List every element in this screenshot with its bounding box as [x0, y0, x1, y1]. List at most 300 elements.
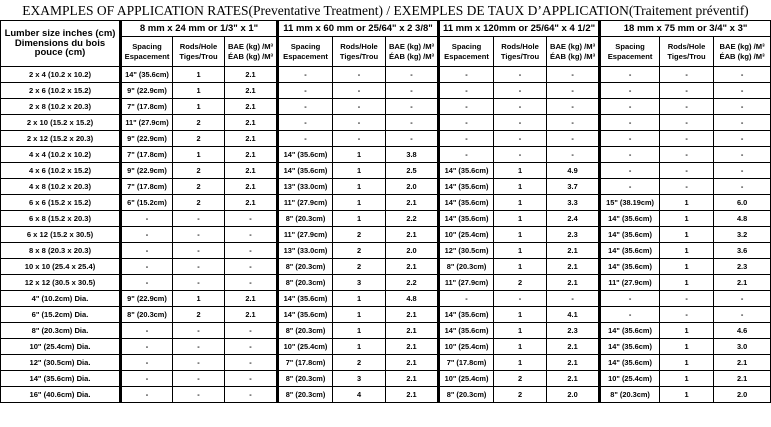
document-title: EXAMPLES OF APPLICATION RATES(Preventative Treatment) / EXEMPLES DE TAUX D’APPLICATION(Traitement préventif) [22, 3, 749, 18]
bae-cell: 2.1 [386, 307, 439, 323]
rods-cell: - [333, 115, 386, 131]
table-row [1, 387, 771, 403]
bae-cell: 2.5 [386, 163, 439, 179]
lumber-size-cell: 8 x 8 (20.3 x 20.3) [1, 243, 121, 259]
lumber-size-cell: 6 x 8 (15.2 x 20.3) [1, 211, 121, 227]
lumber-size-cell: 4" (10.2cm) Dia. [1, 291, 121, 307]
bae-cell: - [225, 243, 278, 259]
bae-cell: 2.1 [225, 147, 278, 163]
spacing-cell: 9" (22.9cm) [121, 291, 173, 307]
table-row [1, 67, 771, 83]
bae-cell: 2.1 [225, 291, 278, 307]
rods-cell: 1 [173, 83, 225, 99]
rods-cell: 2 [333, 243, 386, 259]
spacing-cell: 10" (25.4cm) [278, 339, 333, 355]
bae-cell: 2.1 [225, 163, 278, 179]
lumber-size-cell: 4 x 4 (10.2 x 10.2) [1, 147, 121, 163]
rods-cell: 1 [660, 323, 714, 339]
rods-cell: 1 [494, 163, 547, 179]
spacing-cell: - [278, 67, 333, 83]
rods-cell: - [660, 83, 714, 99]
bae-cell: 2.0 [714, 387, 771, 403]
rods-cell: - [173, 323, 225, 339]
spacing-cell: - [121, 211, 173, 227]
bae-cell: - [386, 67, 439, 83]
bae-cell: - [714, 115, 771, 131]
rods-cell: - [660, 99, 714, 115]
bae-cell: 2.1 [386, 195, 439, 211]
spacing-cell: - [121, 387, 173, 403]
table-row [1, 275, 771, 291]
bae-cell: 4.9 [547, 163, 600, 179]
spacing-cell: 11" (27.9cm) [121, 115, 173, 131]
bae-cell: 2.1 [386, 355, 439, 371]
table-row [1, 211, 771, 227]
table-row [1, 115, 771, 131]
rods-cell: 1 [660, 243, 714, 259]
rods-cell: 1 [333, 147, 386, 163]
bae-cell: 2.1 [225, 83, 278, 99]
spacing-cell: 11" (27.9cm) [439, 275, 494, 291]
group-header-row [1, 21, 771, 37]
bae-cell: 2.1 [386, 371, 439, 387]
rods-cell: - [173, 371, 225, 387]
group-header-11x60: 11 mm x 60 mm or 25/64" x 2 3/8" [278, 21, 439, 37]
bae-cell: - [714, 291, 771, 307]
bae-cell: 3.8 [386, 147, 439, 163]
bae-cell: - [225, 211, 278, 227]
rods-cell: - [660, 291, 714, 307]
rods-cell: - [660, 147, 714, 163]
rods-cell: 2 [173, 179, 225, 195]
rods-cell: - [660, 179, 714, 195]
rods-cell: 2 [494, 387, 547, 403]
rods-cell: 4 [333, 387, 386, 403]
rods-cell: 1 [660, 227, 714, 243]
spacing-cell: 11" (27.9cm) [278, 227, 333, 243]
rods-cell: 1 [494, 307, 547, 323]
bae-cell: 2.1 [225, 195, 278, 211]
spacing-cell: 7" (17.8cm) [439, 355, 494, 371]
table-row [1, 99, 771, 115]
bae-cell: 2.1 [386, 387, 439, 403]
table-row [1, 323, 771, 339]
rods-cell: 2 [333, 227, 386, 243]
lumber-size-cell: 4 x 8 (10.2 x 20.3) [1, 179, 121, 195]
rods-cell: 1 [660, 259, 714, 275]
rods-header: Rods/Hole Tiges/Trou [494, 37, 547, 67]
rods-cell: - [494, 131, 547, 147]
lumber-size-cell: 2 x 10 (15.2 x 15.2) [1, 115, 121, 131]
spacing-cell: 14" (35.6cm) [600, 211, 660, 227]
lumber-size-cell: 10 x 10 (25.4 x 25.4) [1, 259, 121, 275]
rods-cell: - [173, 243, 225, 259]
spacing-cell: 9" (22.9cm) [121, 163, 173, 179]
bae-cell: - [386, 115, 439, 131]
rods-cell: 3 [333, 275, 386, 291]
bae-cell: - [386, 131, 439, 147]
bae-cell: 2.1 [547, 243, 600, 259]
bae-cell: - [714, 131, 771, 147]
rods-header: Rods/Hole Tiges/Trou [173, 37, 225, 67]
bae-cell: - [714, 147, 771, 163]
spacing-cell: - [121, 275, 173, 291]
spacing-cell: 14" (35.6cm) [439, 195, 494, 211]
spacing-cell: 7" (17.8cm) [278, 355, 333, 371]
spacing-cell: 14" (35.6cm) [600, 323, 660, 339]
rods-cell: 2 [333, 259, 386, 275]
rods-cell: 1 [494, 259, 547, 275]
bae-cell: 2.1 [714, 371, 771, 387]
rods-cell: 1 [494, 179, 547, 195]
table-row [1, 259, 771, 275]
table-row [1, 291, 771, 307]
bae-cell: 2.1 [225, 131, 278, 147]
bae-cell: - [225, 371, 278, 387]
spacing-cell: 8" (20.3cm) [121, 307, 173, 323]
bae-cell: 3.6 [714, 243, 771, 259]
spacing-cell: 10" (25.4cm) [439, 227, 494, 243]
rods-cell: 2 [494, 371, 547, 387]
spacing-cell: 8" (20.3cm) [278, 387, 333, 403]
spacing-header: Spacing Espacement [439, 37, 494, 67]
rods-cell: 2 [333, 355, 386, 371]
rods-cell: 1 [494, 339, 547, 355]
bae-cell: 2.3 [547, 323, 600, 339]
bae-cell: 2.1 [225, 115, 278, 131]
bae-cell: 2.1 [547, 355, 600, 371]
rods-cell: 1 [660, 195, 714, 211]
bae-cell: 3.0 [714, 339, 771, 355]
bae-cell: 2.1 [225, 99, 278, 115]
spacing-cell: - [439, 67, 494, 83]
spacing-cell: - [600, 67, 660, 83]
rods-cell: 1 [173, 99, 225, 115]
rods-header: Rods/Hole Tiges/Trou [333, 37, 386, 67]
rods-cell: - [333, 83, 386, 99]
spacing-cell: - [600, 131, 660, 147]
bae-cell: 4.8 [386, 291, 439, 307]
bae-cell: - [714, 67, 771, 83]
spacing-cell: - [121, 227, 173, 243]
bae-cell: 2.1 [714, 275, 771, 291]
lumber-size-cell: 12 x 12 (30.5 x 30.5) [1, 275, 121, 291]
spacing-cell: 8" (20.3cm) [278, 371, 333, 387]
bae-cell: 2.1 [547, 259, 600, 275]
table-row [1, 131, 771, 147]
table-row [1, 243, 771, 259]
spacing-cell: - [600, 83, 660, 99]
bae-cell: - [225, 227, 278, 243]
rods-cell: 1 [333, 323, 386, 339]
rods-cell: - [660, 67, 714, 83]
bae-cell: - [225, 387, 278, 403]
lumber-size-cell: 4 x 6 (10.2 x 15.2) [1, 163, 121, 179]
spacing-cell: 8" (20.3cm) [278, 275, 333, 291]
spacing-cell: - [439, 291, 494, 307]
spacing-cell: 6" (15.2cm) [121, 195, 173, 211]
table-row [1, 83, 771, 99]
rods-cell: - [173, 387, 225, 403]
spacing-cell: 14" (35.6cm) [600, 355, 660, 371]
spacing-cell: 7" (17.8cm) [121, 99, 173, 115]
application-rates-table [0, 20, 771, 403]
rods-cell: 1 [333, 195, 386, 211]
table-row [1, 147, 771, 163]
bae-cell: - [386, 83, 439, 99]
spacing-cell: - [278, 115, 333, 131]
lumber-size-cell: 2 x 8 (10.2 x 20.3) [1, 99, 121, 115]
spacing-cell: 8" (20.3cm) [600, 387, 660, 403]
bae-cell: - [714, 99, 771, 115]
spacing-cell: - [600, 307, 660, 323]
spacing-cell: - [439, 83, 494, 99]
spacing-cell: 14" (35.6cm) [278, 163, 333, 179]
spacing-cell: 14" (35.6cm) [600, 227, 660, 243]
rods-cell: 1 [660, 275, 714, 291]
spacing-cell: - [439, 131, 494, 147]
table-row [1, 179, 771, 195]
rods-cell: - [173, 339, 225, 355]
spacing-cell: - [439, 115, 494, 131]
spacing-cell: - [600, 291, 660, 307]
group-header-18x75: 18 mm x 75 mm or 3/4" x 3" [600, 21, 771, 37]
bae-cell: - [225, 355, 278, 371]
lumber-size-cell: 2 x 6 (10.2 x 15.2) [1, 83, 121, 99]
bae-cell: - [547, 83, 600, 99]
bae-cell: - [225, 259, 278, 275]
bae-cell: - [547, 291, 600, 307]
spacing-cell: 14" (35.6cm) [278, 147, 333, 163]
rods-cell: - [173, 211, 225, 227]
bae-cell: 2.2 [386, 275, 439, 291]
lumber-size-cell: 10" (25.4cm) Dia. [1, 339, 121, 355]
bae-header: BAE (kg) /M³ ÉAB (kg) /M³ [386, 37, 439, 67]
rods-cell: 1 [660, 211, 714, 227]
lumber-size-header: Lumber size inches (cm) Dimensions du bois pouce (cm) [1, 21, 121, 67]
rods-cell: 1 [173, 147, 225, 163]
spacing-cell: 8" (20.3cm) [439, 259, 494, 275]
bae-cell: 3.7 [547, 179, 600, 195]
spacing-header: Spacing Espacement [121, 37, 173, 67]
rods-cell: 1 [660, 371, 714, 387]
bae-cell: 6.0 [714, 195, 771, 211]
rods-cell: 1 [333, 291, 386, 307]
rods-cell: 2 [173, 307, 225, 323]
spacing-cell: 14" (35.6cm) [278, 291, 333, 307]
table-row [1, 195, 771, 211]
rods-cell: 2 [173, 163, 225, 179]
rods-cell: 1 [494, 355, 547, 371]
spacing-cell: - [600, 147, 660, 163]
spacing-cell: - [121, 371, 173, 387]
rods-cell: - [333, 67, 386, 83]
rods-cell: - [660, 163, 714, 179]
spacing-cell: 10" (25.4cm) [439, 371, 494, 387]
table-row [1, 227, 771, 243]
rods-cell: - [173, 275, 225, 291]
spacing-cell: 9" (22.9cm) [121, 131, 173, 147]
bae-cell: 2.0 [386, 243, 439, 259]
table-row [1, 163, 771, 179]
bae-cell: - [547, 67, 600, 83]
bae-cell: 2.3 [547, 227, 600, 243]
bae-cell: 2.4 [547, 211, 600, 227]
spacing-cell: 14" (35.6cm) [439, 211, 494, 227]
lumber-size-cell: 6" (15.2cm) Dia. [1, 307, 121, 323]
bae-header: BAE (kg) /M³ ÉAB (kg) /M³ [547, 37, 600, 67]
bae-cell: - [714, 307, 771, 323]
table-row [1, 355, 771, 371]
spacing-cell: - [600, 163, 660, 179]
rods-cell: - [494, 115, 547, 131]
bae-cell: 2.1 [386, 259, 439, 275]
spacing-cell: 7" (17.8cm) [121, 147, 173, 163]
rods-cell: 1 [173, 291, 225, 307]
rods-cell: - [173, 227, 225, 243]
rods-cell: 1 [660, 355, 714, 371]
spacing-cell: 8" (20.3cm) [278, 259, 333, 275]
spacing-cell: 10" (25.4cm) [600, 371, 660, 387]
table-row [1, 371, 771, 387]
bae-cell: - [547, 131, 600, 147]
rods-cell: 2 [494, 275, 547, 291]
bae-cell: 3.2 [714, 227, 771, 243]
rods-cell: - [494, 291, 547, 307]
lumber-size-cell: 16" (40.6cm) Dia. [1, 387, 121, 403]
bae-cell: 3.3 [547, 195, 600, 211]
bae-cell: 4.1 [547, 307, 600, 323]
rods-cell: - [494, 147, 547, 163]
bae-cell: 2.0 [547, 387, 600, 403]
bae-header: BAE (kg) /M³ ÉAB (kg) /M³ [225, 37, 278, 67]
rods-cell: - [173, 355, 225, 371]
bae-cell: - [714, 163, 771, 179]
lumber-size-cell: 12" (30.5cm) Dia. [1, 355, 121, 371]
table-row [1, 307, 771, 323]
spacing-cell: 14" (35.6cm) [439, 163, 494, 179]
rods-cell: - [494, 83, 547, 99]
rods-cell: 3 [333, 371, 386, 387]
group-header-11x120: 11 mm x 120mm or 25/64" x 4 1/2" [439, 21, 600, 37]
rods-cell: 1 [660, 387, 714, 403]
rods-cell: 2 [173, 115, 225, 131]
bae-cell: 2.1 [714, 355, 771, 371]
bae-cell: 2.3 [714, 259, 771, 275]
spacing-cell: - [121, 339, 173, 355]
lumber-size-cell: 2 x 12 (15.2 x 20.3) [1, 131, 121, 147]
spacing-cell: 13" (33.0cm) [278, 243, 333, 259]
rods-cell: 1 [333, 179, 386, 195]
spacing-cell: - [278, 83, 333, 99]
bae-cell: 2.1 [547, 371, 600, 387]
rods-cell: 1 [333, 339, 386, 355]
bae-cell: 2.0 [386, 179, 439, 195]
bae-cell: 4.8 [714, 211, 771, 227]
lumber-size-cell: 14" (35.6cm) Dia. [1, 371, 121, 387]
spacing-header: Spacing Espacement [600, 37, 660, 67]
rods-cell: - [660, 115, 714, 131]
rods-header: Rods/Hole Tiges/Trou [660, 37, 714, 67]
lumber-size-cell: 2 x 4 (10.2 x 10.2) [1, 67, 121, 83]
spacing-cell: 8" (20.3cm) [439, 387, 494, 403]
spacing-cell: - [600, 99, 660, 115]
rods-cell: 1 [333, 163, 386, 179]
rods-cell: 1 [173, 67, 225, 83]
rods-cell: 1 [494, 211, 547, 227]
spacing-cell: - [121, 355, 173, 371]
spacing-cell: - [439, 99, 494, 115]
spacing-cell: 12" (30.5cm) [439, 243, 494, 259]
spacing-cell: - [121, 323, 173, 339]
bae-cell: 2.1 [225, 307, 278, 323]
bae-cell: - [547, 99, 600, 115]
bae-cell: - [714, 179, 771, 195]
rods-cell: 1 [333, 211, 386, 227]
spacing-cell: 8" (20.3cm) [278, 323, 333, 339]
rods-cell: - [494, 99, 547, 115]
bae-cell: 2.2 [386, 211, 439, 227]
spacing-cell: 14" (35.6cm) [121, 67, 173, 83]
bae-header: BAE (kg) /M³ ÉAB (kg) /M³ [714, 37, 771, 67]
spacing-cell: 14" (35.6cm) [439, 179, 494, 195]
spacing-cell: - [600, 179, 660, 195]
bae-cell: 2.1 [225, 67, 278, 83]
spacing-cell: 11" (27.9cm) [278, 195, 333, 211]
spacing-cell: 14" (35.6cm) [278, 307, 333, 323]
rods-cell: - [333, 131, 386, 147]
rods-cell: - [333, 99, 386, 115]
rods-cell: 1 [494, 195, 547, 211]
spacing-cell: 11" (27.9cm) [600, 275, 660, 291]
bae-cell: - [225, 323, 278, 339]
lumber-size-cell: 6 x 12 (15.2 x 30.5) [1, 227, 121, 243]
spacing-cell: 14" (35.6cm) [439, 323, 494, 339]
bae-cell: - [547, 115, 600, 131]
spacing-cell: - [278, 131, 333, 147]
spacing-cell: 10" (25.4cm) [439, 339, 494, 355]
rods-cell: 1 [494, 227, 547, 243]
bae-cell: - [386, 99, 439, 115]
rods-cell: - [494, 67, 547, 83]
spacing-cell: - [600, 115, 660, 131]
rods-cell: 1 [494, 323, 547, 339]
lumber-size-cell: 6 x 6 (15.2 x 15.2) [1, 195, 121, 211]
bae-cell: - [547, 147, 600, 163]
rods-cell: - [173, 259, 225, 275]
spacing-cell: - [439, 147, 494, 163]
spacing-header: Spacing Espacement [278, 37, 333, 67]
bae-cell: 2.1 [386, 323, 439, 339]
spacing-cell: 14" (35.6cm) [600, 259, 660, 275]
rods-cell: 1 [333, 307, 386, 323]
rods-cell: 1 [660, 339, 714, 355]
spacing-cell: 14" (35.6cm) [439, 307, 494, 323]
group-header-8x24: 8 mm x 24 mm or 1/3" x 1" [121, 21, 278, 37]
table-row [1, 339, 771, 355]
lumber-size-cell: 8" (20.3cm) Dia. [1, 323, 121, 339]
bae-cell: 4.6 [714, 323, 771, 339]
bae-cell: 2.1 [386, 227, 439, 243]
spacing-cell: - [121, 259, 173, 275]
spacing-cell: 15" (38.19cm) [600, 195, 660, 211]
spacing-cell: 13" (33.0cm) [278, 179, 333, 195]
bae-cell: 2.1 [547, 275, 600, 291]
spacing-cell: 8" (20.3cm) [278, 211, 333, 227]
spacing-cell: 14" (35.6cm) [600, 243, 660, 259]
rods-cell: 2 [173, 131, 225, 147]
bae-cell: 2.1 [225, 179, 278, 195]
